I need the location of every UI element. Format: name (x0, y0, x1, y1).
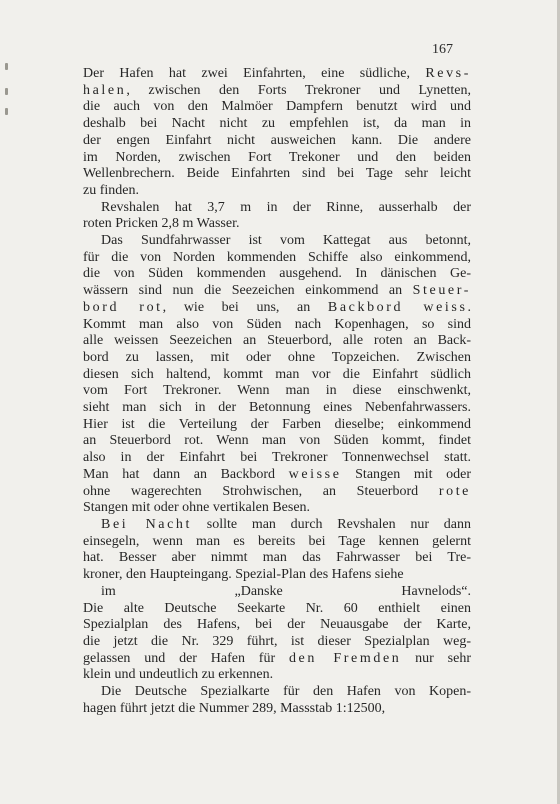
text-line (83, 550, 471, 567)
text-line (83, 99, 471, 116)
text-line (83, 266, 471, 283)
text-line (83, 634, 471, 651)
text-line (83, 183, 471, 200)
text-segment: hagen führt jetzt die Nummer 289, Massstab 1:12500, (83, 700, 386, 716)
text-line (83, 283, 471, 300)
text-segment: für die von Norden kommenden Schiffe also einkommend, (83, 249, 471, 265)
text-segment: bord zu lassen, mit oder ohne Topzeichen. Zwischen (83, 349, 471, 365)
spaced-emphasis-text: Backbord weiss (327, 299, 468, 315)
text-segment: Die Deutsche Spezialkarte für den Hafen von Kopen- (101, 684, 471, 700)
text-segment: Kommt man also von Süden nach Kopenhagen, so sind (83, 316, 471, 332)
text-segment: Wellenbrechern. Beide Einfahrten sind bei Tage sehr leicht (83, 166, 471, 182)
text-segment: sieht man sich in der Betonnung eines Nebenfahrwassers. (83, 400, 471, 416)
text-line (83, 701, 471, 718)
text-line (83, 317, 471, 334)
text-line (83, 617, 471, 634)
text-segment: Das Sundfahrwasser ist vom Kattegat aus betonnt, (101, 233, 471, 249)
text-line (83, 651, 471, 668)
spaced-emphasis-text: rote (438, 483, 471, 499)
body-text (83, 66, 471, 717)
text-segment: Man hat dann an Backbord (83, 466, 289, 482)
text-line (83, 66, 471, 83)
text-line (83, 584, 471, 601)
text-segment: nur sehr (401, 650, 471, 666)
page-number: 167 (432, 42, 453, 57)
text-segment: vom Fort Trekroner. Wenn man in diese einschwenkt, (83, 383, 471, 399)
text-line (83, 484, 471, 501)
text-line (83, 667, 471, 684)
text-segment: einsegeln, wenn man es bereits bei Tage kennen gelernt (83, 533, 471, 549)
text-line (83, 333, 471, 350)
text-line (83, 450, 471, 467)
binding-mark (5, 88, 8, 95)
text-line (83, 517, 471, 534)
text-segment: klein und undeutlich zu erkennen. (83, 667, 274, 683)
text-segment: die von Süden kommenden ausgehend. In dänischen Ge- (83, 266, 471, 282)
text-line (83, 200, 471, 217)
text-segment: gelassen und der Hafen für (83, 650, 289, 666)
text-segment: die auch von den Malmöer Dampfern benutzt wird und (83, 99, 471, 115)
text-segment: kroner, den Haupteingang. Spezial-Plan des Hafens siehe (83, 567, 404, 583)
text-line (83, 116, 471, 133)
spaced-emphasis-text: Bei Nacht (101, 516, 193, 532)
text-segment: die jetzt die Nr. 329 führt, ist dieser Spezialplan weg- (83, 633, 471, 649)
text-segment: ohne wagerechten Strohwischen, an Steuerbord (83, 483, 439, 499)
text-line (83, 133, 471, 150)
binding-mark (5, 63, 8, 70)
text-segment: zu finden. (83, 182, 139, 198)
text-segment: roten Pricken 2,8 m Wasser. (83, 216, 240, 232)
text-segment: Die alte Deutsche Seekarte Nr. 60 enthielt einen (83, 600, 471, 616)
text-segment: Stangen mit oder (341, 466, 471, 482)
text-segment: sollte man durch Revshalen nur dann (192, 516, 471, 532)
text-segment: , wie bei uns, an (162, 299, 328, 315)
text-segment: der engen Einfahrt nicht ausweichen kann. Die andere (83, 132, 471, 148)
text-segment: , zwischen den Forts Trekroner und Lynetten, (126, 82, 471, 98)
text-segment: an Steuerbord rot. Wenn man von Süden kommt, findet (83, 433, 471, 449)
text-line (83, 233, 471, 250)
text-segment: . (467, 299, 471, 315)
text-line (83, 567, 471, 584)
text-line (83, 417, 471, 434)
spaced-emphasis-text: bord rot (83, 299, 163, 315)
text-line (83, 250, 471, 267)
text-segment: Der Hafen hat zwei Einfahrten, eine südliche, (83, 66, 426, 81)
text-line (83, 601, 471, 618)
text-segment: alle weissen Seezeichen an Steuerbord, alle roten an Back- (83, 333, 471, 349)
text-segment: also in der Einfahrt bei Trekroner Tonnenwechsel statt. (83, 450, 471, 466)
text-segment: hat. Besser aber nimmt man das Fahrwasser bei Tre- (83, 550, 471, 566)
spaced-emphasis-text: Steuer- (412, 283, 471, 299)
text-line (83, 150, 471, 167)
binding-mark (5, 108, 8, 115)
text-line (83, 166, 471, 183)
text-line (83, 500, 471, 517)
text-segment: Hier ist die Verteilung der Farben dieselbe; einkommend (83, 416, 471, 432)
text-line (83, 400, 471, 417)
text-segment: Spezialplan des Hafens, bei der Neuausgabe der Karte, (83, 617, 471, 633)
text-segment: wässern sind nun die Seezeichen einkommend an (83, 283, 413, 299)
text-segment: deshalb bei Nacht nicht zu empfehlen ist, da man in (83, 116, 471, 132)
text-line (83, 216, 471, 233)
spaced-emphasis-text: halen (83, 82, 127, 98)
text-segment: diesen sich haltend, kommt man vor die Einfahrt südlich (83, 366, 471, 382)
text-segment: Revshalen hat 3,7 m in der Rinne, ausserhalb der (101, 199, 471, 215)
text-line (83, 467, 471, 484)
spaced-emphasis-text: Revs- (425, 66, 471, 81)
text-line (83, 367, 471, 384)
text-line (83, 433, 471, 450)
text-line (83, 350, 471, 367)
spaced-emphasis-text: weisse (288, 466, 342, 482)
spaced-emphasis-text: den Fremden (288, 650, 402, 666)
text-line (83, 684, 471, 701)
text-line (83, 534, 471, 551)
text-line (83, 300, 471, 317)
text-segment: im Norden, zwischen Fort Trekoner und den beiden (83, 149, 471, 165)
text-line (83, 383, 471, 400)
text-line (83, 83, 471, 100)
text-segment: Stangen mit oder ohne vertikalen Besen. (83, 500, 311, 516)
text-segment: im „Danske Havnelods“. (101, 583, 471, 599)
